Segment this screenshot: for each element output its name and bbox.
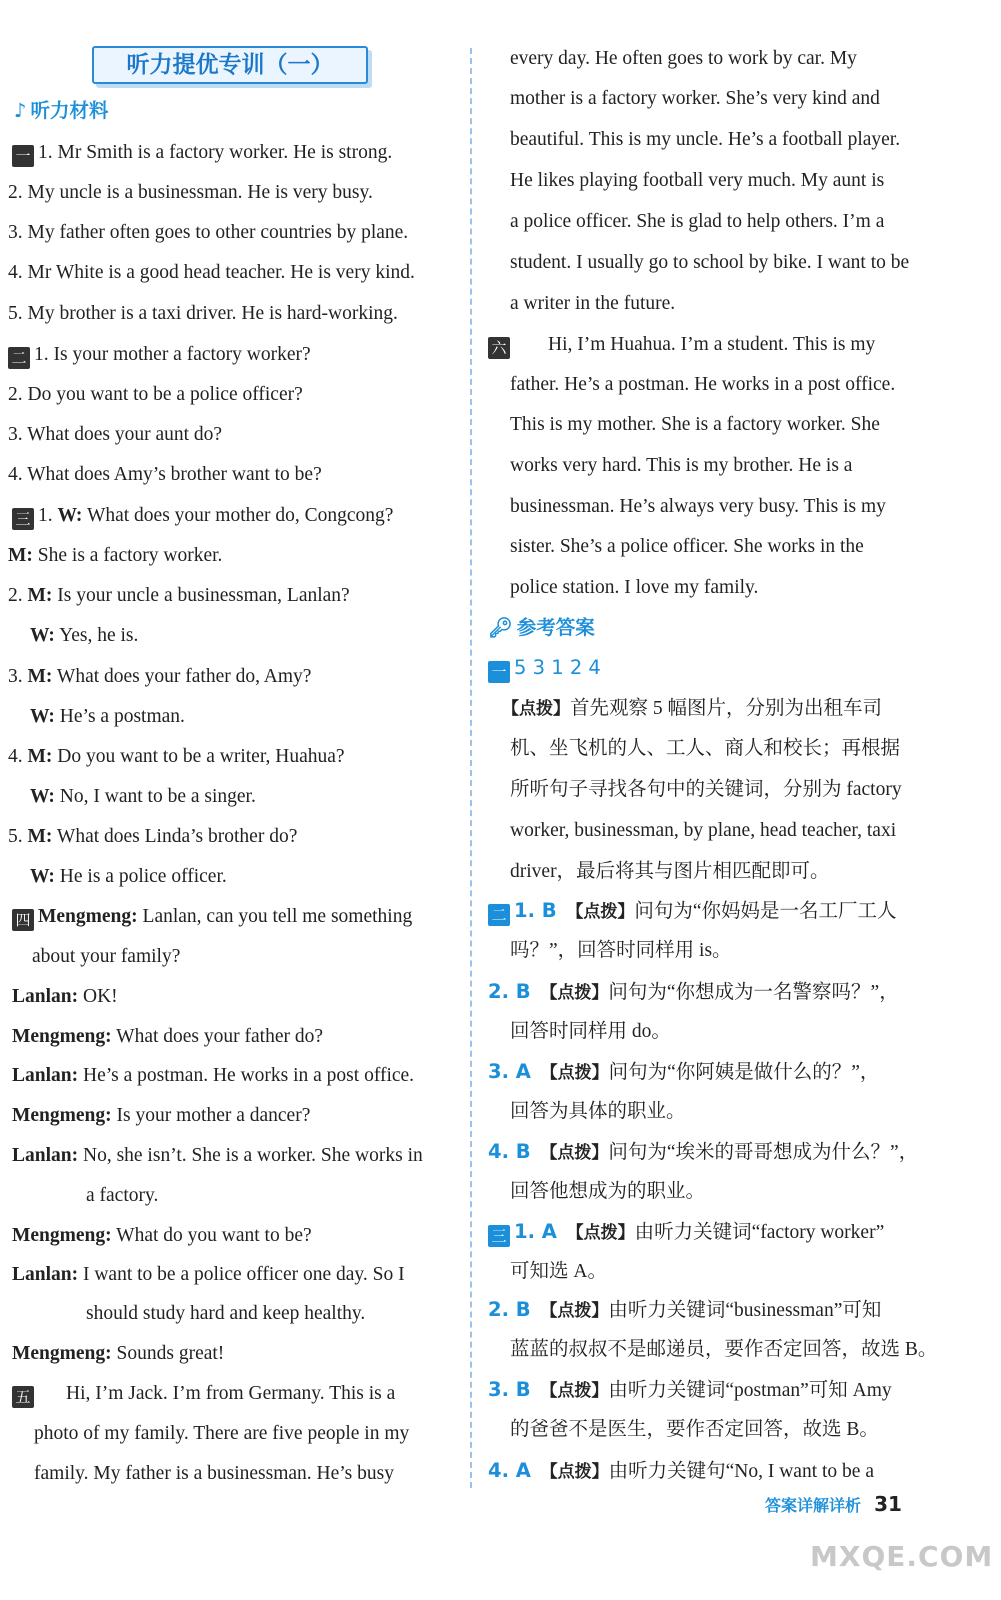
explain-5: driver，最后将其与图片相匹配即可。 xyxy=(510,861,830,882)
part1-line-3: 3. My father often goes to other countries by plane. xyxy=(8,222,409,243)
answer-part3-2b: 蓝蓝的叔叔不是邮递员，要作否定回答，故选 B。 xyxy=(510,1339,938,1360)
answers-heading: 🔑︎ 参考答案 xyxy=(488,616,595,639)
part1-line-5: 5. My brother is a taxi driver. He is hard-working. xyxy=(8,303,398,324)
part5-line-9: student. I usually go to school by bike. I want to be xyxy=(510,252,910,273)
part4-c8: Lanlan: I want to be a police officer one day. So I xyxy=(12,1264,405,1285)
part4-c1: 四 Mengmeng: Lanlan, can you tell me something xyxy=(12,905,412,931)
answer-part2-2b: 回答时同样用 do。 xyxy=(510,1021,671,1042)
part-badge: 三 xyxy=(12,508,34,530)
answer-part1: 一 5 3 1 2 4 xyxy=(488,656,601,683)
part3-d1a: 三 1. W: What does your mother do, Congcong? xyxy=(12,504,393,530)
answer-part2-1b: 吗？”，回答时同样用 is。 xyxy=(510,940,732,961)
part5-line-8: a police officer. She is glad to help others. I’m a xyxy=(510,211,885,232)
answer-part2-4b: 回答他想成为的职业。 xyxy=(510,1181,706,1202)
part4-c2: Lanlan: OK! xyxy=(12,986,118,1007)
part3-d2a: 2. M: Is your uncle a businessman, Lanlan? xyxy=(8,585,350,606)
answer-part2-4: 4. B 【点拨】问句为“埃米的哥哥想成为什么？”， xyxy=(488,1140,919,1163)
part4-c3: Mengmeng: What does your father do? xyxy=(12,1026,324,1047)
part4-c6b: a factory. xyxy=(86,1185,159,1206)
part-badge: 六 xyxy=(488,337,510,359)
part-badge: 一 xyxy=(488,661,510,683)
part1-line-4: 4. Mr White is a good head teacher. He is very kind. xyxy=(8,262,415,283)
part6-line-6: sister. She’s a police officer. She works in the xyxy=(510,536,864,557)
part5-line-4: every day. He often goes to work by car. My xyxy=(510,48,857,69)
part6-line-7: police station. I love my family. xyxy=(510,577,759,598)
answer-part2-3b: 回答为具体的职业。 xyxy=(510,1101,686,1122)
part-badge: 二 xyxy=(488,904,510,926)
column-divider xyxy=(470,48,472,1488)
page-number: 31 xyxy=(874,1492,902,1516)
part-badge: 五 xyxy=(12,1386,34,1408)
part2-line-4: 4. What does Amy’s brother want to be? xyxy=(8,464,322,485)
key-icon: 🔑︎ xyxy=(488,616,513,639)
part3-d2b: W: Yes, he is. xyxy=(30,625,139,646)
headphone-icon: ♪ xyxy=(14,99,27,122)
part4-c4: Lanlan: He’s a postman. He works in a post office. xyxy=(12,1065,415,1086)
part5-line-5: mother is a factory worker. She’s very kind and xyxy=(510,88,880,109)
answer-part2-3: 3. A 【点拨】问句为“你阿姨是做什么的？”， xyxy=(488,1060,880,1083)
part4-c7: Mengmeng: What do you want to be? xyxy=(12,1225,312,1246)
part6-line-2: father. He’s a postman. He works in a post office. xyxy=(510,374,896,395)
part4-c9: Mengmeng: Sounds great! xyxy=(12,1343,225,1364)
part5-line-7: He likes playing football very much. My aunt is xyxy=(510,170,885,191)
part3-d5b: W: He is a police officer. xyxy=(30,866,227,887)
part5-line-10: a writer in the future. xyxy=(510,293,676,314)
answer-part3-3b: 的爸爸不是医生，要作否定回答，故选 B。 xyxy=(510,1419,879,1440)
part6-line-3: This is my mother. She is a factory worker. She xyxy=(510,414,880,435)
answer-part3-1b: 可知选 A。 xyxy=(510,1261,607,1282)
part4-c6: Lanlan: No, she isn’t. She is a worker. She works in xyxy=(12,1145,423,1166)
page-footer xyxy=(765,1492,902,1516)
part-badge: 一 xyxy=(12,145,34,167)
part1-line-1: 一 1. Mr Smith is a factory worker. He is strong. xyxy=(12,141,392,167)
part6-line-1: 六 Hi, I’m Huahua. I’m a student. This is my xyxy=(488,333,875,359)
answer-part3-2: 2. B 【点拨】由听力关键词“businessman”可知 xyxy=(488,1298,882,1321)
part4-c8b: should study hard and keep healthy. xyxy=(86,1303,366,1324)
watermark: MXQE.COM xyxy=(810,1540,994,1573)
part2-line-1: 二 1. Is your mother a factory worker? xyxy=(8,343,311,369)
part5-line-6: beautiful. This is my uncle. He’s a football player. xyxy=(510,129,901,150)
part3-d4b: W: No, I want to be a singer. xyxy=(30,786,256,807)
part-badge: 三 xyxy=(488,1225,510,1247)
part-badge: 二 xyxy=(8,347,30,369)
part1-line-2: 2. My uncle is a businessman. He is very busy. xyxy=(8,182,373,203)
material-heading: ♪ 听力材料 xyxy=(14,99,109,122)
part4-c5: Mengmeng: Is your mother a dancer? xyxy=(12,1105,311,1126)
page-title: 听力提优专训（一） xyxy=(92,46,368,84)
part3-d5a: 5. M: What does Linda’s brother do? xyxy=(8,826,298,847)
explain-2: 机、坐飞机的人、工人、商人和校长；再根据 xyxy=(510,738,901,759)
part5-line-2: photo of my family. There are five people in my xyxy=(34,1423,410,1444)
part3-d3b: W: He’s a postman. xyxy=(30,706,185,727)
answer-part2-2: 2. B 【点拨】问句为“你想成为一名警察吗？”， xyxy=(488,980,899,1003)
part3-d3a: 3. M: What does your father do, Amy? xyxy=(8,666,312,687)
part5-line-3: family. My father is a businessman. He’s busy xyxy=(34,1463,394,1484)
part3-d4a: 4. M: Do you want to be a writer, Huahua? xyxy=(8,746,345,767)
part6-line-4: works very hard. This is my brother. He is a xyxy=(510,455,853,476)
part6-line-5: businessman. He’s always very busy. This is my xyxy=(510,496,886,517)
explain-1: 【点拨】首先观察 5 幅图片，分别为出租车司 xyxy=(502,698,883,719)
explain-3: 所听句子寻找各句中的关键词，分别为 factory xyxy=(510,779,902,800)
explain-4: worker, businessman, by plane, head teacher, taxi xyxy=(510,820,897,841)
answer-part3-1: 三 1. A 【点拨】由听力关键词“factory worker” xyxy=(488,1220,884,1247)
answer-part2-1: 二 1. B 【点拨】问句为“你妈妈是一名工厂工人 xyxy=(488,899,897,926)
part2-line-3: 3. What does your aunt do? xyxy=(8,424,223,445)
answer-part3-3: 3. B 【点拨】由听力关键词“postman”可知 Amy xyxy=(488,1378,892,1401)
part5-line-1: 五 Hi, I’m Jack. I’m from Germany. This is a xyxy=(12,1382,395,1408)
part-badge: 四 xyxy=(12,909,34,931)
footer-label: 答案详解详析 xyxy=(765,1496,862,1515)
answer-part3-4: 4. A 【点拨】由听力关键句“No, I want to be a xyxy=(488,1459,874,1482)
part3-d1b: M: She is a factory worker. xyxy=(8,545,223,566)
part2-line-2: 2. Do you want to be a police officer? xyxy=(8,384,303,405)
part4-c1b: about your family? xyxy=(32,946,181,967)
